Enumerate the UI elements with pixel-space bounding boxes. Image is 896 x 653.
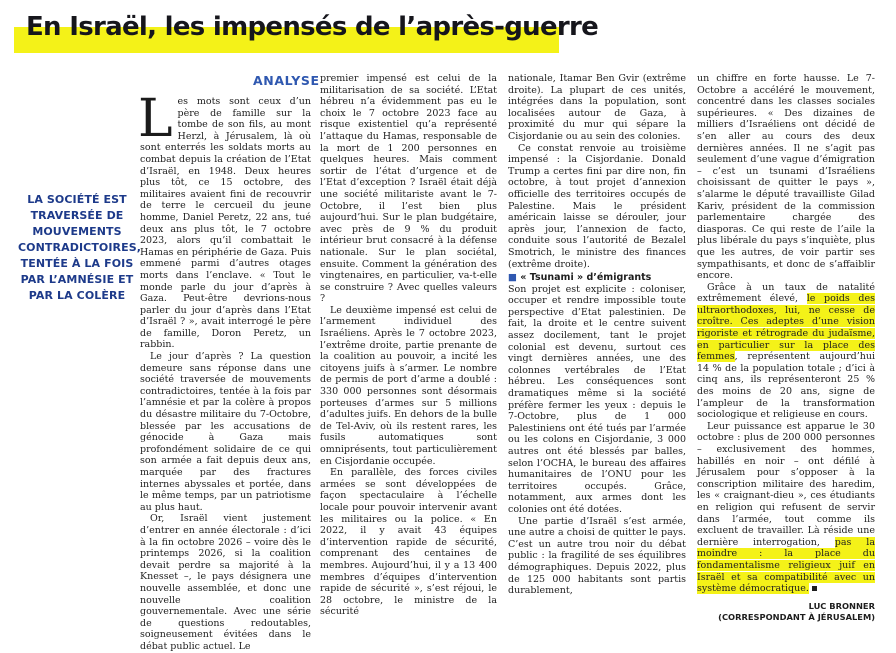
- paragraph: Le jour d’après ? La question demeure sans réponse dans une société traversée de mouvements contradictoires, tentée à la fois par l’amnésie et par la colère à propos du désastre militaire du 7-Octobre, blessée par les accusations de génocide à Gaza mais profondément solidaire de ce qui son armée a fait depuis deux ans, marquée par des fractures internes abyssales et portée, dans le même temps, par un patriotisme au plus haut.: [140, 351, 311, 513]
- paragraph: En parallèle, des forces civiles armées se sont développées de façon spectaculaire à l’échelle locale pour pouvoir intervenir avant les militaires ou la police. « En 2022, il y avait 43 équipes d’intervention rapide de sécurité, comprenant des centaines de membres. Aujourd’hui, il y a 13 400 membres d’équipes d’intervention rapide de sécurité », s’est réjoui, le 28 octobre, le ministre de la sécurité: [320, 467, 497, 618]
- paragraph-text: Grâce à un taux de natalité extrêmement élevé,: [697, 281, 875, 305]
- paragraph-text: Leur puissance est apparue le 30 octobre : plus de 200 000 personnes – exclusivement des hommes, habillés en noir – ont défilé à Jérusalem pour s’opposer à la conscription militaire des haredim, les « craignant-dieu », ces étudiants en religion qui refusent de servir dans l’armée, tout comme ils excluent de travailler. Là réside une dernière interrogation,: [697, 420, 875, 548]
- paragraph: un chiffre en forte hausse. Le 7-Octobre a accéléré le mouvement, concentré dans les classes sociales supérieures. « Des dizaines de milliers d’Israéliens ont décidé de s’en aller au cours des deux dernières années. Il ne s’agit pas seulement d’une vague d’émigration – c’est un tsunami d’Israéliens choisissant de quitter le pays », s’alarme le député travailliste Gilad Kariv, président de la commission parlementaire chargée des diasporas. Ce qui reste de l’aile la plus libérale du pays s’inquiète, plus que les autres, de voir partir ses sympathisants, et donc de s’affaiblir encore.: [697, 73, 875, 282]
- paragraph: Une partie d’Israël s’est armée, une autre a choisi de quitter le pays. C’est un autre trou noir du débat public : la fragilité de ses équilibres démographiques. Depuis 2022, plus de 125 000 habitants sont partis durablement,: [508, 515, 686, 597]
- section-label: ANALYSE: [253, 73, 320, 88]
- paragraph-text: es mots sont ceux d’un père de famille sur la tombe de son fils, au mont Herzl, à Jérusalem, là où sont enterrés les soldats morts au combat depuis la création de l’Etat d’Israël, en 1948. Deux heures plus tôt, ce 15 octobre, des militaires avaient fini de recouvrir de terre le cercueil du jeune homme, Daniel Peretz, 22 ans, tué deux ans plus tôt, le 7 octobre 2023, alors qu’il combattait le Hamas en périphérie de Gaza. Puis emmené parmi d’autres otages morts dans l’enclave. « Tout le monde parle du jour d’après à Gaza. Peut-être devrions-nous parler du jour d’après dans l’Etat d’Israël ? », avait interrogé le père de famille, Doron Peretz, un rabbin.: [140, 96, 311, 351]
- column-4: [697, 73, 875, 622]
- paragraph: Ce constat renvoie au troisième impensé : la Cisjordanie. Donald Trump a certes fini par dire non, fin octobre, à tout projet d’annexion officielle des territoires occupés de Palestine. Mais le président américain laisse se dérouler, jour après jour, l’annexion de facto, conduite sous l’autorité de Bezalel Smotrich, le ministre des finances (extrême droite).: [508, 142, 686, 270]
- highlighted-text: le poids des ultraorthodoxes, lui, ne cesse de croître. Ces adeptes d’une vision rigoriste et rétrograde du judaïsme, en particulier sur la place des femmes: [697, 293, 875, 363]
- pull-quote: LA SOCIÉTÉ EST TRAVERSÉE DE MOUVEMENTS CONTRADICTOIRES, TENTÉE À LA FOIS PAR L’AMNÉSIE ET PAR LA COLÈRE: [18, 193, 142, 302]
- highlighted-text: pas la moindre : la place du fondamentalisme religieux juif en Israël et sa compatibilité avec un système démocratique.: [697, 536, 875, 595]
- headline-block: [0, 0, 700, 58]
- byline: [697, 601, 875, 623]
- paragraph: Le deuxième impensé est celui de l’armement individuel des Israéliens. Après le 7 octobre 2023, l’extrême droite, partie prenante de la coalition au pouvoir, a incité les citoyens juifs à s’armer. Le nombre de permis de port d’arme a doublé : 330 000 personnes sont désormais porteuses d’armes sur 5 millions d’adultes juifs. En dehors de la bulle de Tel-Aviv, où ils restent rares, les fusils automatiques sont omniprésents, tout particulièrement en Cisjordanie occupée.: [320, 304, 497, 467]
- subheading: [508, 272, 686, 284]
- column-3: [508, 73, 686, 597]
- column-2: [320, 73, 497, 618]
- byline-name: LUC BRONNER: [808, 600, 875, 611]
- paragraph: Or, Israël vient justement d’entrer en année électorale : d’ici à la fin octobre 2026 – voire dès le printemps 2026, si la coalition devait perdre sa majorité à la Knesset –, le pays désignera une nouvelle assemblée, et donc une nouvelle coalition gouvernementale. Avec une série de questions redoutables, soigneusement évitées dans le débat public actuel. Le: [140, 513, 311, 652]
- subheading-text: « Tsunami » d’émigrants: [520, 272, 652, 284]
- column-1: [138, 89, 311, 652]
- headline: En Israël, les impensés de l’après-guerre: [26, 12, 599, 42]
- paragraph: [138, 89, 311, 351]
- paragraph: [697, 282, 875, 421]
- drop-cap: L: [138, 89, 173, 149]
- paragraph: [697, 421, 875, 595]
- paragraph: premier impensé est celui de la militarisation de sa société. L’Etat hébreu n’a évidemment pas eu le choix le 7 octobre 2023 face au risque existentiel qu’a représenté l’attaque du Hamas, responsable de la mort de 1 200 personnes en quelques heures. Mais comment sortir de l’état d’urgence et de l’Etat d’exception ? Israël était déjà une société militariste avant le 7-Octobre, il l’est bien plus aujourd’hui. Sur le plan budgétaire, avec près de 9 % du produit intérieur brut consacré à la défense nationale. Sur le plan sociétal, ensuite. Comment la génération des vingtenaires, en particulier, va-t-elle se construire ? Avec quelles valeurs ?: [320, 73, 497, 305]
- subheading-bullet: ■: [508, 272, 517, 284]
- paragraph-text: , représentent aujourd’hui 14 % de la population totale ; d’ici à cinq ans, ils représenteront 25 % des moins de 20 ans, signe de l’ampleur de la transformation sociologique et religieuse en cours.: [697, 351, 875, 421]
- end-mark: [812, 586, 817, 591]
- paragraph: Son projet est explicite : coloniser, occuper et rendre impossible toute perspective d’Etat palestinien. De fait, la droite et le centre suivent assez docilement, tant le projet colonial est devenu, surtout ces vingt dernières années, une des colonnes vertébrales de l’Etat hébreu. Les conséquences sont dramatiques même si la société préfère fermer les yeux : depuis le 7-Octobre, plus de 1 000 Palestiniens ont été tués par l’armée ou les colons en Cisjordanie, 3 000 autres ont été blessés par balles, selon l’OCHA, le bureau des affaires humanitaires de l’ONU pour les territoires occupés. Grâce, notamment, aux armes dont les colonies ont été dotées.: [508, 283, 686, 515]
- byline-role: (CORRESPONDANT À JÉRUSALEM): [718, 611, 875, 622]
- paragraph: nationale, Itamar Ben Gvir (extrême droite). La plupart de ces unités, intégrées dans la population, sont localisées autour de Gaza, à proximité du mur qui sépare la Cisjordanie ou au sein des colonies.: [508, 73, 686, 142]
